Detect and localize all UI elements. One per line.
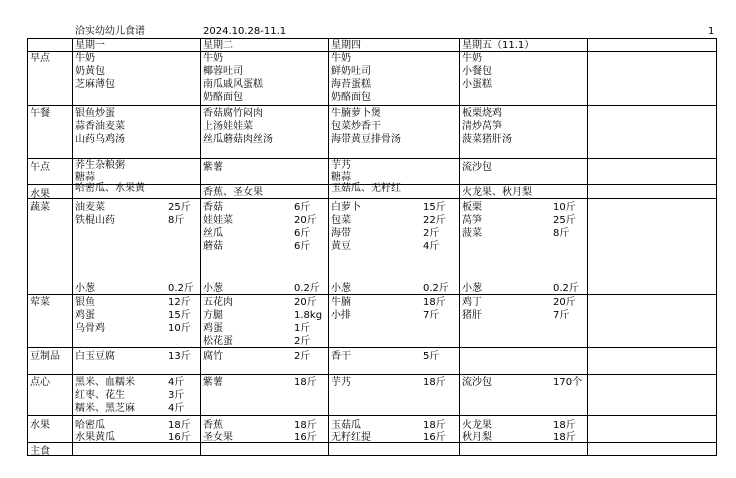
list-item: 乌骨鸡 — [75, 323, 105, 334]
list-item: 2斤 — [423, 228, 440, 239]
list-item: 小葱 — [331, 283, 351, 294]
list-item: 牛腩 — [331, 297, 351, 308]
table-rule — [27, 374, 717, 375]
list-item: 18斤 — [294, 420, 317, 431]
list-item: 7斤 — [423, 310, 440, 321]
list-item: 4斤 — [423, 241, 440, 252]
list-item: 4斤 — [168, 377, 185, 388]
list-item: 18斤 — [294, 377, 317, 388]
list-item: 小蛋糕 — [462, 79, 492, 90]
list-item: 鲜奶吐司 — [331, 66, 371, 77]
list-item: 上汤娃娃菜 — [203, 121, 253, 132]
list-item: 白萝卜 — [331, 202, 361, 213]
list-item: 紫薯 — [203, 377, 223, 388]
col-header-tuesday: 星期二 — [203, 40, 233, 51]
list-item: 18斤 — [553, 432, 576, 443]
list-item: 香菇 — [203, 202, 223, 213]
list-item: 0.2斤 — [423, 283, 449, 294]
list-item: 16斤 — [423, 432, 446, 443]
list-item: 黑米、血糯米 — [75, 377, 135, 388]
table-rule — [27, 51, 717, 52]
row-label-breakfast: 早点 — [30, 53, 50, 64]
table-rule — [27, 347, 717, 348]
list-item: 20斤 — [294, 297, 317, 308]
table-rule — [716, 38, 717, 455]
list-item: 南瓜戚风蛋糕 — [203, 79, 263, 90]
list-item: 18斤 — [423, 377, 446, 388]
list-item: 芋艿 — [331, 160, 351, 171]
list-item: 菠菜 — [462, 228, 482, 239]
list-item: 五花肉 — [203, 297, 233, 308]
list-item: 香蕉 — [203, 420, 223, 431]
list-item: 18斤 — [423, 297, 446, 308]
row-label-fruit: 水果 — [30, 189, 50, 200]
table-rule — [72, 38, 73, 455]
table-rule — [27, 105, 717, 106]
list-item: 蘑菇 — [203, 241, 223, 252]
list-item: 鸡丁 — [462, 297, 482, 308]
list-item: 奶酪面包 — [331, 92, 371, 103]
list-item: 哈密瓜、水果黄 — [75, 183, 145, 194]
table-rule — [27, 158, 717, 159]
list-item: 无籽红提 — [331, 432, 371, 443]
row-label-dessert: 点心 — [30, 377, 50, 388]
list-item: 玉菇瓜 — [331, 420, 361, 431]
list-item: 糖蒜 — [331, 172, 351, 183]
list-item: 0.2斤 — [553, 283, 579, 294]
list-item: 银鱼 — [75, 297, 95, 308]
list-item: 香干 — [331, 351, 351, 362]
list-item: 流沙包 — [462, 162, 492, 173]
list-item: 12斤 — [168, 297, 191, 308]
row-label-snack: 午点 — [30, 162, 50, 173]
list-item: 海带黄豆排骨汤 — [331, 134, 401, 145]
list-item: 油麦菜 — [75, 202, 105, 213]
list-item: 秋月梨 — [462, 432, 492, 443]
list-item: 山药乌鸡汤 — [75, 134, 125, 145]
list-item: 板栗 — [462, 202, 482, 213]
list-item: 0.2斤 — [294, 283, 320, 294]
list-item: 10斤 — [168, 323, 191, 334]
list-item: 170个 — [553, 377, 583, 388]
list-item: 小餐包 — [462, 66, 492, 77]
list-item: 18斤 — [553, 420, 576, 431]
list-item: 4斤 — [168, 403, 185, 414]
list-item: 奶酪面包 — [203, 92, 243, 103]
row-label-staple: 主食 — [30, 446, 50, 457]
list-item: 鸡蛋 — [203, 323, 223, 334]
list-item: 白玉豆腐 — [75, 351, 115, 362]
list-item: 25斤 — [168, 202, 191, 213]
list-item: 牛奶 — [462, 53, 482, 64]
list-item: 16斤 — [168, 432, 191, 443]
table-rule — [27, 455, 717, 456]
list-item: 圣女果 — [203, 432, 233, 443]
list-item: 椰蓉吐司 — [203, 66, 243, 77]
table-rule — [328, 38, 329, 455]
table-rule — [27, 442, 717, 443]
list-item: 水果黄瓜 — [75, 432, 115, 443]
list-item: 0.2斤 — [168, 283, 194, 294]
list-item: 板栗烧鸡 — [462, 108, 502, 119]
list-item: 糖蒜 — [75, 172, 95, 183]
list-item: 黄豆 — [331, 241, 351, 252]
list-item: 15斤 — [423, 202, 446, 213]
list-item: 蒜香油麦菜 — [75, 121, 125, 132]
row-label-tofu: 豆制品 — [30, 351, 60, 362]
table-rule — [27, 38, 717, 39]
list-item: 20斤 — [553, 297, 576, 308]
row-label-vegetables: 蔬菜 — [30, 202, 50, 213]
list-item: 铁棍山药 — [75, 215, 115, 226]
list-item: 2斤 — [294, 336, 311, 347]
table-rule — [459, 38, 460, 455]
list-item: 20斤 — [294, 215, 317, 226]
list-item: 包菜 — [331, 215, 351, 226]
list-item: 3斤 — [168, 390, 185, 401]
list-item: 紫薯 — [203, 162, 223, 173]
list-item: 小葱 — [462, 283, 482, 294]
date-range: 2024.10.28-11.1 — [203, 26, 287, 37]
list-item: 8斤 — [168, 215, 185, 226]
list-item: 芋艿 — [331, 377, 351, 388]
list-item: 猪肝 — [462, 310, 482, 321]
list-item: 牛奶 — [203, 53, 223, 64]
list-item: 包菜炒香干 — [331, 121, 381, 132]
list-item: 鸡蛋 — [75, 310, 95, 321]
list-item: 芝麻薄包 — [75, 79, 115, 90]
menu-title: 洽实幼幼儿食谱 — [75, 26, 145, 37]
table-rule — [27, 184, 717, 185]
list-item: 丝瓜蘑菇肉丝汤 — [203, 134, 273, 145]
list-item: 银鱼炒蛋 — [75, 108, 115, 119]
list-item: 流沙包 — [462, 377, 492, 388]
list-item: 小排 — [331, 310, 351, 321]
list-item: 1.8kg — [294, 310, 323, 321]
list-item: 哈密瓜 — [75, 420, 105, 431]
list-item: 牛腩萝卜煲 — [331, 108, 381, 119]
list-item: 18斤 — [423, 420, 446, 431]
list-item: 25斤 — [553, 215, 576, 226]
list-item: 牛奶 — [331, 53, 351, 64]
list-item: 方腿 — [203, 310, 223, 321]
list-item: 香蕉、圣女果 — [203, 187, 263, 198]
col-header-monday: 星期一 — [75, 40, 105, 51]
list-item: 娃娃菜 — [203, 215, 233, 226]
list-item: 红枣、花生 — [75, 390, 125, 401]
list-item: 丝瓜 — [203, 228, 223, 239]
list-item: 6斤 — [294, 228, 311, 239]
list-item: 18斤 — [168, 420, 191, 431]
list-item: 5斤 — [423, 351, 440, 362]
row-label-fruit-qty: 水果 — [30, 420, 50, 431]
table-rule — [27, 415, 717, 416]
list-item: 6斤 — [294, 241, 311, 252]
list-item: 1斤 — [294, 323, 311, 334]
list-item: 15斤 — [168, 310, 191, 321]
list-item: 小葱 — [203, 283, 223, 294]
row-label-lunch: 午餐 — [30, 108, 50, 119]
table-rule — [27, 198, 717, 199]
col-header-friday: 星期五（11.1） — [462, 40, 535, 51]
list-item: 7斤 — [553, 310, 570, 321]
list-item: 玉菇瓜、无籽红 — [331, 183, 401, 194]
list-item: 小葱 — [75, 283, 95, 294]
list-item: 2斤 — [294, 351, 311, 362]
list-item: 松花蛋 — [203, 336, 233, 347]
list-item: 6斤 — [294, 202, 311, 213]
list-item: 牛奶 — [75, 53, 95, 64]
list-item: 香菇腐竹闷肉 — [203, 108, 263, 119]
table-rule — [200, 38, 201, 455]
list-item: 16斤 — [294, 432, 317, 443]
list-item: 清炒莴笋 — [462, 121, 502, 132]
list-item: 莴笋 — [462, 215, 482, 226]
list-item: 22斤 — [423, 215, 446, 226]
list-item: 腐竹 — [203, 351, 223, 362]
table-rule — [587, 38, 588, 455]
list-item: 火龙果、秋月梨 — [462, 187, 532, 198]
list-item: 10斤 — [553, 202, 576, 213]
list-item: 菠菜猪肝汤 — [462, 134, 512, 145]
list-item: 奶黄包 — [75, 66, 105, 77]
row-label-meat: 荤菜 — [30, 297, 50, 308]
list-item: 荞生杂粮粥 — [75, 160, 125, 171]
table-rule — [27, 294, 717, 295]
list-item: 8斤 — [553, 228, 570, 239]
col-header-thursday: 星期四 — [331, 40, 361, 51]
list-item: 海带 — [331, 228, 351, 239]
list-item: 13斤 — [168, 351, 191, 362]
list-item: 糯米、黑芝麻 — [75, 403, 135, 414]
table-rule — [27, 38, 28, 455]
list-item: 火龙果 — [462, 420, 492, 431]
list-item: 海苔蛋糕 — [331, 79, 371, 90]
page-number: 1 — [708, 26, 715, 37]
